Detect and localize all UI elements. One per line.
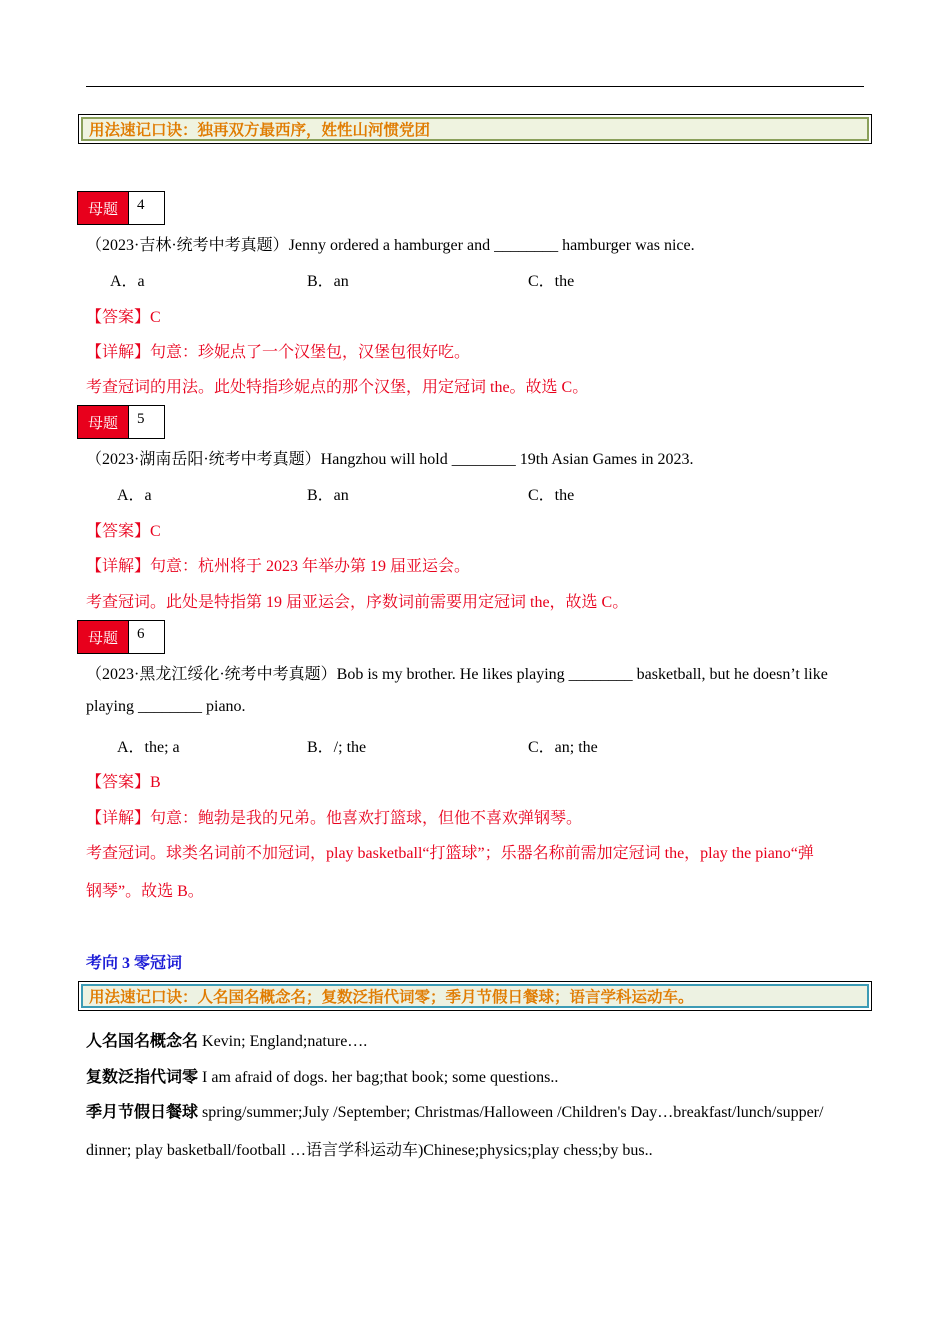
option-b: B．an	[307, 273, 349, 290]
question-number: 5	[129, 405, 165, 439]
question-number: 6	[129, 620, 165, 654]
question-label-6	[77, 620, 165, 654]
rule-text: spring/summer;July /September; Christmas/Halloween /Children's Day…breakfast/lunch/supper/	[198, 1104, 824, 1121]
rule-label: 复数泛指代词零	[86, 1069, 199, 1086]
question-number: 4	[129, 191, 165, 225]
option-a: A．the; a	[117, 739, 180, 756]
option-c: C．an; the	[528, 739, 598, 756]
rule-line	[86, 1099, 823, 1122]
answer: 【答案】C	[86, 309, 161, 326]
detail-line: 考查冠词。此处是特指第 19 届亚运会，序数词前需要用定冠词 the，故选 C。	[86, 594, 629, 611]
mnemonic-box-2	[78, 981, 872, 1011]
question-tag: 母题	[77, 620, 129, 654]
rule-label: 人名国名概念名	[86, 1033, 199, 1050]
header-rule	[86, 86, 864, 87]
rule-text: I am afraid of dogs. her bag;that book; some questions..	[198, 1069, 559, 1086]
section-heading: 考向 3 零冠词	[86, 955, 183, 972]
detail-line: 【详解】句意：鲍勃是我的兄弟。他喜欢打篮球，但他不喜欢弹钢琴。	[86, 810, 583, 827]
mnemonic-text-1: 用法速记口诀：独再双方最西序，姓性山河惯党团	[81, 117, 869, 141]
question-stem: （2023·黑龙江绥化·统考中考真题）Bob is my brother. He likes playing ________ basketball, but he doesn’t like	[86, 666, 828, 683]
detail-line: 考查冠词。球类名词前不加冠词，play basketball“打篮球”；乐器名称前需加定冠词 the，play the piano“弹	[86, 845, 814, 862]
question-stem-continued: playing ________ piano.	[86, 698, 246, 715]
rule-line	[86, 1028, 367, 1051]
rule-line-continued: dinner; play basketball/football …语言学科运动车)Chinese;physics;play chess;by bus..	[86, 1142, 653, 1159]
question-stem: （2023·湖南岳阳·统考中考真题）Hangzhou will hold ________ 19th Asian Games in 2023.	[86, 451, 694, 468]
rule-text: Kevin; England;nature….	[198, 1033, 368, 1050]
answer: 【答案】C	[86, 523, 161, 540]
detail-line: 考查冠词的用法。此处特指珍妮点的那个汉堡，用定冠词 the。故选 C。	[86, 379, 589, 396]
option-c: C．the	[528, 487, 575, 504]
rule-line	[86, 1064, 558, 1087]
detail-line: 【详解】句意：杭州将于 2023 年举办第 19 届亚运会。	[86, 558, 471, 575]
question-tag: 母题	[77, 191, 129, 225]
detail-line: 【详解】句意：珍妮点了一个汉堡包，汉堡包很好吃。	[86, 344, 471, 361]
option-a: A．a	[110, 273, 145, 290]
option-a: A．a	[117, 487, 152, 504]
rule-label: 季月节假日餐球	[86, 1104, 199, 1121]
question-label-5	[77, 405, 165, 439]
detail-line: 钢琴”。故选 B。	[86, 883, 204, 900]
option-c: C．the	[528, 273, 575, 290]
question-tag: 母题	[77, 405, 129, 439]
answer: 【答案】B	[86, 774, 161, 791]
option-b: B．an	[307, 487, 349, 504]
question-label-4	[77, 191, 165, 225]
mnemonic-text-2: 用法速记口诀：人名国名概念名；复数泛指代词零；季月节假日餐球；语言学科运动车。	[81, 984, 869, 1008]
question-stem: （2023·吉林·统考中考真题）Jenny ordered a hamburger and ________ hamburger was nice.	[86, 237, 695, 254]
option-b: B．/; the	[307, 739, 367, 756]
mnemonic-box-1	[78, 114, 872, 144]
